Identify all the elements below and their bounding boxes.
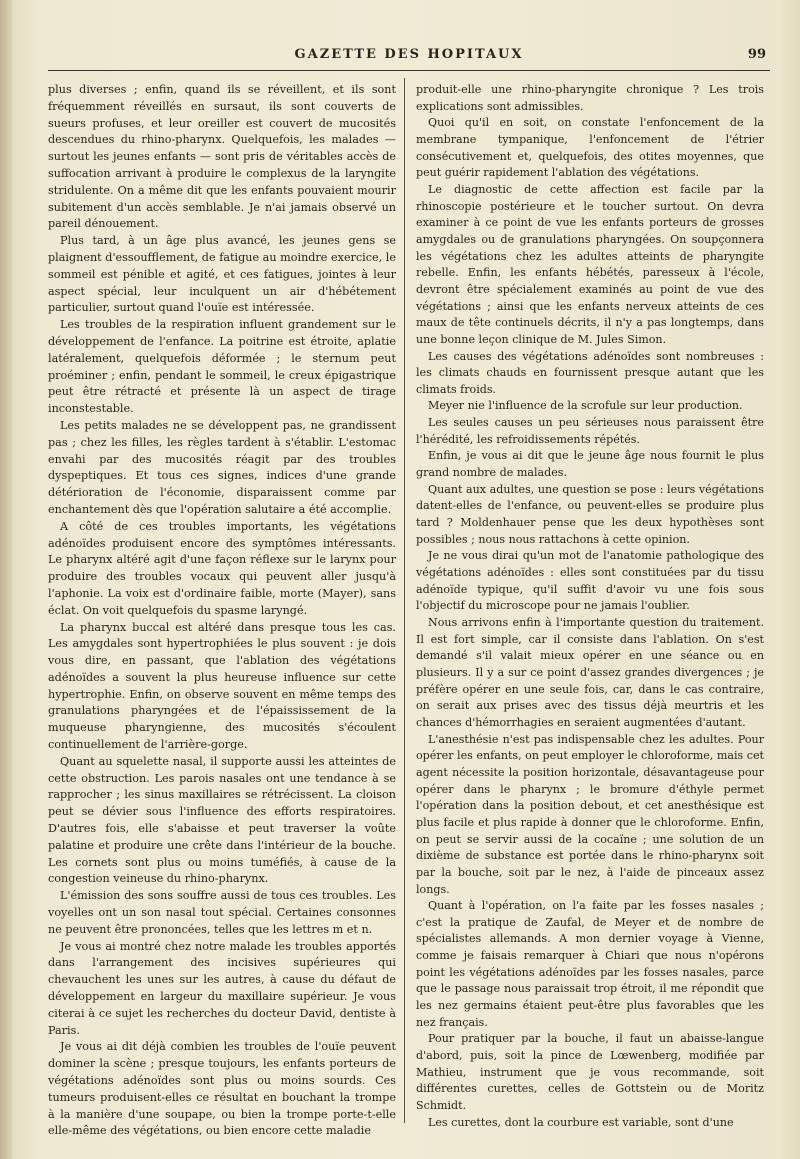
paragraph: Meyer nie l'influence de la scrofule sur leur production. bbox=[428, 399, 743, 413]
paragraph: plus diverses ; enfin, quand ils se réveillent, et ils sont fréquemment réveillés en sursaut, ils sont couverts de sueurs profuses, et leur oreiller est couvert de mucosités descendues du rhino-pharynx. Quelquefois, les malades — surtout les jeunes enfants — sont pris de véritables accès de suffocation arrivant à produire le complexus de la laryngite stridulente. On a même dit que les enfants pouvaient mourir subitement d'un accès semblable. Je n'ai jamais observé un pareil dénouement. bbox=[48, 83, 396, 231]
paragraph: A côté de ces troubles importants, les végétations adénoïdes produisent encore des symptômes intéressants. Le pharynx altéré agit d'une façon réflexe sur le larynx pour produire des troubles vocaux qui peuvent aller jusqu'à l'aphonie. La voix est d'ordinaire faible, morte (Mayer), sans éclat. On voit quelquefois du spasme laryngé. bbox=[48, 519, 396, 617]
paragraph: produit-elle une rhino-pharyngite chronique ? Les trois explications sont admissibles. bbox=[416, 83, 764, 113]
paragraph: Nous arrivons enfin à l'importante question du traitement. Il est fort simple, car il consiste dans l'ablation. On s'est demandé s'il valait mieux opérer en une séance ou en plusieurs. Il y a sur ce point d'assez grandes divergences ; je préfère opérer en une seule fois, car, dans le cas contraire, on serait aux prises avec des tissus déjà meurtris et les chances d'hémorrhagies en seraient augmentées d'autant. bbox=[416, 616, 764, 729]
page-binding-edge bbox=[0, 0, 12, 1159]
paragraph: Quant au squelette nasal, il supporte aussi les atteintes de cette obstruction. Les parois nasales ont une tendance à se rapprocher ; les sinus maxillaires se rétrécissent. La cloison peut se dévier sous l'influence des efforts respiratoires. D'autres fois, elle s'abaisse et peut traverser la voûte palatine et produire une crête dans l'intérieur de la bouche. Les cornets sont plus ou moins tuméfiés, à cause de la congestion veineuse du rhino-pharynx. bbox=[48, 754, 396, 886]
paragraph: Quant à l'opération, on l'a faite par les fosses nasales ; c'est la pratique de Zaufal, de Meyer et de nombre de spécialistes allemands. A mon dernier voyage à Vienne, comme je faisais remarquer à Chiari que nous n'opérons point les végétations adénoïdes par les fosses nasales, parce que le passage nous paraissait trop étroit, il me répondit que les nez germains étaient peut-être plus favorables que les nez français. bbox=[416, 899, 764, 1029]
left-column bbox=[48, 82, 396, 1140]
paragraph: Pour pratiquer par la bouche, il faut un abaisse-langue d'abord, puis, soit la pince de Lœwenberg, modifiée par Mathieu, instrument que je vous recommande, soit différentes curettes, celles de Gottstein ou de Moritz Schmidt. bbox=[416, 1032, 764, 1113]
paragraph: Les troubles de la respiration influent grandement sur le développement de l'enfance. La poitrine est étroite, aplatie latéralement, quelquefois déformée ; le sternum peut proéminer ; enfin, pendant le sommeil, le creux épigastrique peut être rétracté et présente là un aspect de tirage inconstestable. bbox=[48, 318, 396, 416]
page-header bbox=[48, 44, 770, 71]
paragraph: Les causes des végétations adénoïdes sont nombreuses : les climats chauds en fournissent presque autant que les climats froids. bbox=[416, 349, 764, 396]
right-column bbox=[416, 82, 764, 1131]
paragraph: Les petits malades ne se développent pas, ne grandissent pas ; chez les filles, les règles tardent à s'établir. L'estomac envahi par des mucosités réagit par des troubles dyspeptiques. Et tous ces signes, indices d'une grande détérioration de l'économie, disparaissent comme par enchantement dès que l'opération salutaire a été accomplie. bbox=[48, 418, 396, 516]
paragraph: L'émission des sons souffre aussi de tous ces troubles. Les voyelles ont un son nasal tout spécial. Certaines consonnes ne peuvent être prononcées, telles que les lettres m et n. bbox=[48, 889, 396, 936]
paragraph: Les seules causes un peu sérieuses nous paraissent être l'hérédité, les refroidissements répétés. bbox=[416, 416, 764, 446]
journal-title: GAZETTE DES HOPITAUX bbox=[294, 47, 524, 62]
paragraph: Je ne vous dirai qu'un mot de l'anatomie pathologique des végétations adénoïdes : elles sont constituées par du tissu adénoïde typique, qu'il suffit d'avoir vu une fois sous l'objectif du microscope pour ne jamais l'oublier. bbox=[416, 549, 764, 613]
paragraph: Le diagnostic de cette affection est facile par la rhinoscopie postérieure et le toucher surtout. On devra examiner à ce point de vue les enfants porteurs de grosses amygdales ou de granulations pharyngées. On soupçonnera les végétations chez les adultes atteints de pharyngite rebelle. Enfin, les enfants hébétés, paresseux à l'école, devront être spécialement examinés au point de vue des végétations ; ainsi que les enfants nerveux atteints de ces maux de tête continuels décrits, il n'y a pas longtemps, dans une bonne leçon clinique de M. Jules Simon. bbox=[416, 182, 764, 346]
paragraph: Les curettes, dont la courbure est variable, sont d'une bbox=[428, 1115, 734, 1129]
paragraph: Je vous ai dit déjà combien les troubles de l'ouïe peuvent dominer la scène ; presque toujours, les enfants porteurs de végétations adénoïdes sont plus ou moins sourds. Ces tumeurs produisent-elles ce résultat en bouchant la trompe à la manière d'une soupape, ou bien la trompe porte-t-elle elle-même des végétations, ou bien encore cette maladie bbox=[48, 1040, 396, 1138]
paragraph: L'anesthésie n'est pas indispensable chez les adultes. Pour opérer les enfants, on peut employer le chloroforme, mais cet agent nécessite la position horizontale, désavantageuse pour opérer dans le pharynx ; le bromure d'éthyle permet l'opération dans la position debout, et cet anesthésique est plus facile et plus rapide à donner que le chloroforme. Enfin, on peut se servir aussi de la cocaïne ; une solution de un dixième de substance est portée dans le rhino-pharynx soit par la bouche, soit par le nez, à l'aide de pinceaux assez longs. bbox=[416, 732, 764, 896]
paragraph: Je vous ai montré chez notre malade les troubles apportés dans l'arrangement des incisives supérieures qui chevauchent les unes sur les autres, à cause du défaut de développement en largeur du maxillaire supérieur. Je vous citerai à ce sujet les recherches du docteur David, dentiste à Paris. bbox=[48, 939, 396, 1037]
paragraph: Enfin, je vous ai dit que le jeune âge nous fournit le plus grand nombre de malades. bbox=[416, 449, 764, 480]
paragraph: Quant aux adultes, une question se pose : leurs végétations datent-elles de l'enfance, ou peuvent-elles se produire plus tard ? Moldenhauer pense que les deux hypothèses sont possibles ; nous nous rattachons à cette opinion. bbox=[416, 482, 764, 546]
paragraph: La pharynx buccal est altéré dans presque tous les cas. Les amygdales sont hypertrophiées le plus souvent : je dois vous dire, en passant, que l'ablation des végétations adénoïdes a souvent la plus heureuse influence sur cette hypertrophie. Enfin, on observe souvent en même temps des granulations pharyngées et de l'épaississement de la muqueuse pharyngienne, des mucosités s'écoulent continuellement de l'arrière-gorge. bbox=[48, 620, 396, 752]
page-number: 99 bbox=[747, 47, 766, 62]
paragraph: Plus tard, à un âge plus avancé, les jeunes gens se plaignent d'essoufflement, de fatigue au moindre exercice, le sommeil est pénible et agité, et ces fatigues, jointes à leur aspect spécial, leur inculquent un air d'hébétement particulier, surtout quand l'ouïe est intéressée. bbox=[48, 234, 396, 315]
paragraph: Quoi qu'il en soit, on constate l'enfoncement de la membrane tympanique, l'enfoncement de l'étrier consécutivement et, quelquefois, des otites moyennes, que peut guérir rapidement l'ablation des végétations. bbox=[416, 116, 764, 180]
column-divider bbox=[404, 78, 405, 1123]
